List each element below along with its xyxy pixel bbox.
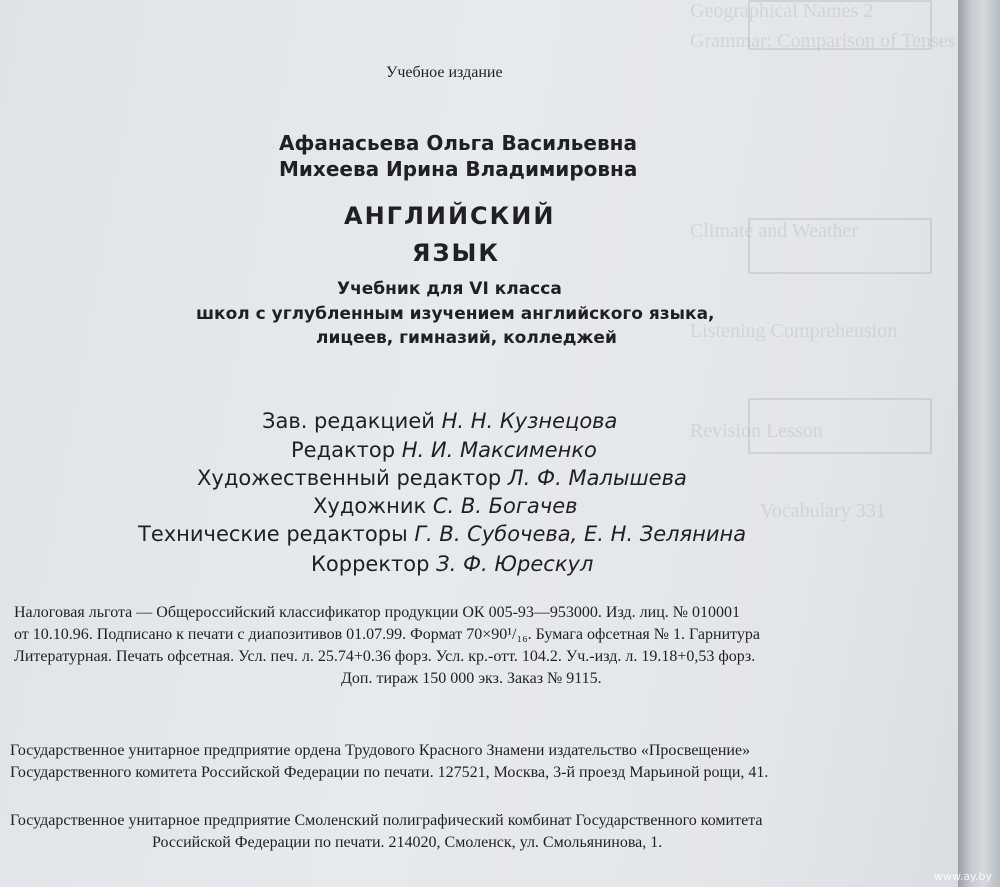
imprint-line: Налоговая льгота — Общероссийский классификатор продукции ОК 005-93—953000. Изд. лиц. № 010001 [14,604,741,621]
credit-role: Корректор [311,552,430,576]
credit-line [262,409,617,433]
imprint-line: Доп. тираж 150 000 экз. Заказ № 9115. [341,670,602,687]
subtitle-line: лицеев, гимназий, колледжей [316,328,617,348]
credit-role: Редактор [291,438,396,462]
credit-role: Техническиe редакторы [138,522,408,546]
credit-name: Г. В. Субочева, Е. Н. Зелянина [414,522,747,546]
credit-line [197,466,687,490]
author-name: Михеева Ирина Владимировна [279,157,638,181]
credit-role: Художник [313,494,427,518]
imprint-line: от 10.10.96. Подписано к печати с диапозитивов 01.07.99. Формат 70×90¹/₁₆. Бумага офсетная № 1. Гарнитура [14,626,761,643]
show-through-text: Vocabulary 331 [760,500,886,522]
publisher-line: Государственного комитета Российской Федерации по печати. 127521, Москва, 3-й проезд Марьиной рощи, 41. [10,764,769,781]
book-title: АНГЛИЙСКИЙ [344,202,556,230]
show-through-text: Geographical Names 2 [690,0,874,22]
subtitle-line: школ с углубленным изучением английского языка, [196,304,715,324]
credit-name: Л. Ф. Малышева [507,466,687,490]
show-through-box [748,398,932,454]
credit-role: Художественный редактор [197,466,502,490]
publisher-line: Государственное унитарное предприятие ордена Трудового Красного Знамени издательство «Просвещение» [10,742,751,759]
author-name: Афанасьева Ольга Васильевна [279,131,637,155]
show-through-text: Climate and Weather [690,220,858,242]
imprint-line: Литературная. Печать офсетная. Усл. печ. л. 25.74+0.36 форз. Усл. кр.-отт. 104.2. Уч.-изд. л. 19.18+0,53 форз. [14,648,756,665]
printer-line: Российской Федерации по печати. 214020, Смоленск, ул. Смольянинова, 1. [152,834,663,851]
credit-line [138,522,746,546]
show-through-text: Grammar: Comparison of Tenses [690,30,956,52]
show-through-text: Listening Comprehension [690,320,898,342]
credit-name: Н. Н. Кузнецова [441,409,618,433]
edition-label: Учебное издание [386,64,503,81]
credit-name: Н. И. Максименко [401,438,597,462]
credit-line [313,494,578,518]
show-through-box [748,0,932,50]
credit-role: Зав. редакцией [262,409,435,433]
credit-name: С. В. Богачев [432,494,578,518]
credit-line [291,438,597,462]
show-through-text: Revision Lesson [690,420,823,442]
show-through-box [748,218,932,274]
printer-line: Государственное унитарное предприятие Смоленский полиграфический комбинат Государственного комитета [10,812,763,829]
credit-name: З. Ф. Юрескул [436,552,594,576]
book-title: ЯЗЫК [412,239,501,267]
watermark: www.ay.by [933,870,992,883]
book-spine-edge [958,0,1000,887]
subtitle-line: Учебник для VI класса [337,279,562,299]
credit-line [311,552,593,576]
